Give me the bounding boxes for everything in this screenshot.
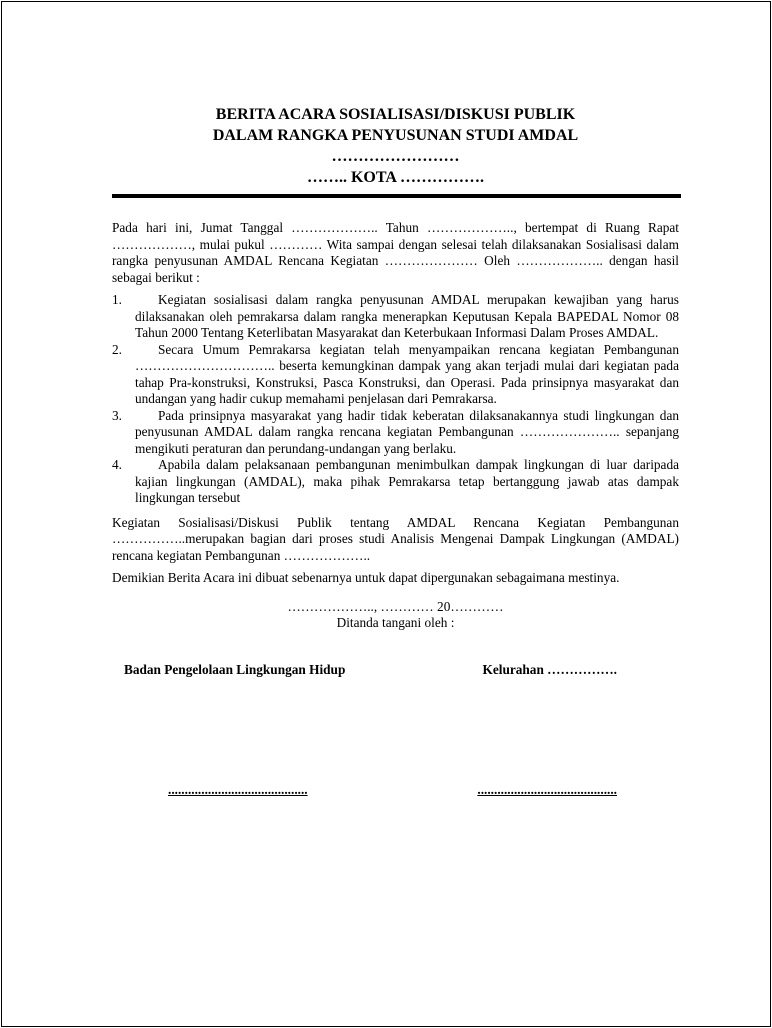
title-line-2: DALAM RANGKA PENYUSUNAN STUDI AMDAL bbox=[212, 127, 579, 144]
list-item-text: Apabila dalam pelaksanaan pembangunan menimbulkan dampak lingkungan di luar daripada kajian lingkungan (AMDAL), maka pihak Pemrakarsa tetap bertanggung jawab atas dampak lingkungan tersebut bbox=[135, 457, 679, 505]
right-signature-line: .......................................... bbox=[477, 781, 617, 797]
title-line-3: …………………… bbox=[331, 148, 460, 165]
place-date-line: ……………….., ………… 20………… bbox=[287, 598, 504, 614]
right-signer-name: Kelurahan ……………. bbox=[482, 661, 617, 677]
list-number: 2. bbox=[112, 341, 122, 357]
list-number: 3. bbox=[112, 407, 122, 423]
list-number: 4. bbox=[112, 457, 122, 472]
results-list bbox=[112, 292, 679, 507]
list-item-text: Secara Umum Pemrakarsa kegiatan telah menyampaikan rencana kegiatan Pembangunan ………………………….. beserta kemungkinan dampak yang akan terjadi mulai dari kegiatan pada tahap Pra-konstruksi, Konstruksi, Pasca Konstruksi, dan Operasi. Pada prinsipnya masyarakat dan undangan yang hadir cukup memahami penjelasan dari Pemrakarsa. bbox=[135, 341, 679, 406]
signed-by-label: Ditanda tangani oleh : bbox=[336, 615, 455, 630]
list-item bbox=[112, 342, 679, 408]
closing-paragraph-1: Kegiatan Sosialisasi/Diskusi Publik tentang AMDAL Rencana Kegiatan Pembangunan ……………..merupakan bagian dari proses studi Analisis Mengenai Dampak Lingkungan (AMDAL) rencana kegiatan Pembangunan ……………….. bbox=[112, 514, 679, 563]
closing-paragraph-2: Demikian Berita Acara ini dibuat sebenarnya untuk dapat dipergunakan sebagaimana mestinya. bbox=[112, 570, 620, 585]
signer-row bbox=[112, 662, 679, 678]
title-line-4: …….. KOTA ……………. bbox=[306, 169, 485, 186]
intro-paragraph: Pada hari ini, Jumat Tanggal ……………….. Tahun ……………….., bertempat di Ruang Rapat ………………, mulai pukul ………… Wita sampai dengan selesai telah dilaksanakan Sosialisasi dalam rangka penyusunan AMDAL Rencana Kegiatan ………………… Oleh ……………….. dengan hasil sebagai berikut : bbox=[112, 220, 679, 285]
title-divider bbox=[112, 194, 681, 198]
signature-lines bbox=[112, 782, 679, 798]
document-page bbox=[112, 104, 679, 798]
list-item-text: Pada prinsipnya masyarakat yang hadir tidak keberatan dilaksanakannya studi lingkungan dan penyusunan AMDAL dalam rangka rencana kegiatan Pembangunan ………………….. sepanjang mengikuti peraturan dan perundang-undangan yang berlaku. bbox=[135, 407, 679, 456]
list-item bbox=[112, 408, 679, 458]
list-item bbox=[112, 457, 679, 507]
list-item bbox=[112, 292, 679, 342]
left-signer-name: Badan Pengelolaan Lingkungan Hidup bbox=[124, 661, 346, 677]
document-title bbox=[112, 104, 679, 188]
list-item-text: Kegiatan sosialisasi dalam rangka penyusunan AMDAL merupakan kewajiban yang harus dilaksanakan oleh pemrakarsa dalam rangka menerapkan Keputusan Kepala BAPEDAL Nomor 08 Tahun 2000 Tentang Keterlibatan Masyarakat dan Keterbukaan Informasi Dalam Proses AMDAL. bbox=[135, 292, 679, 340]
title-line-1: BERITA ACARA SOSIALISASI/DISKUSI PUBLIK bbox=[215, 106, 576, 123]
list-number: 1. bbox=[112, 292, 122, 307]
left-signature-line: .......................................... bbox=[168, 781, 308, 797]
